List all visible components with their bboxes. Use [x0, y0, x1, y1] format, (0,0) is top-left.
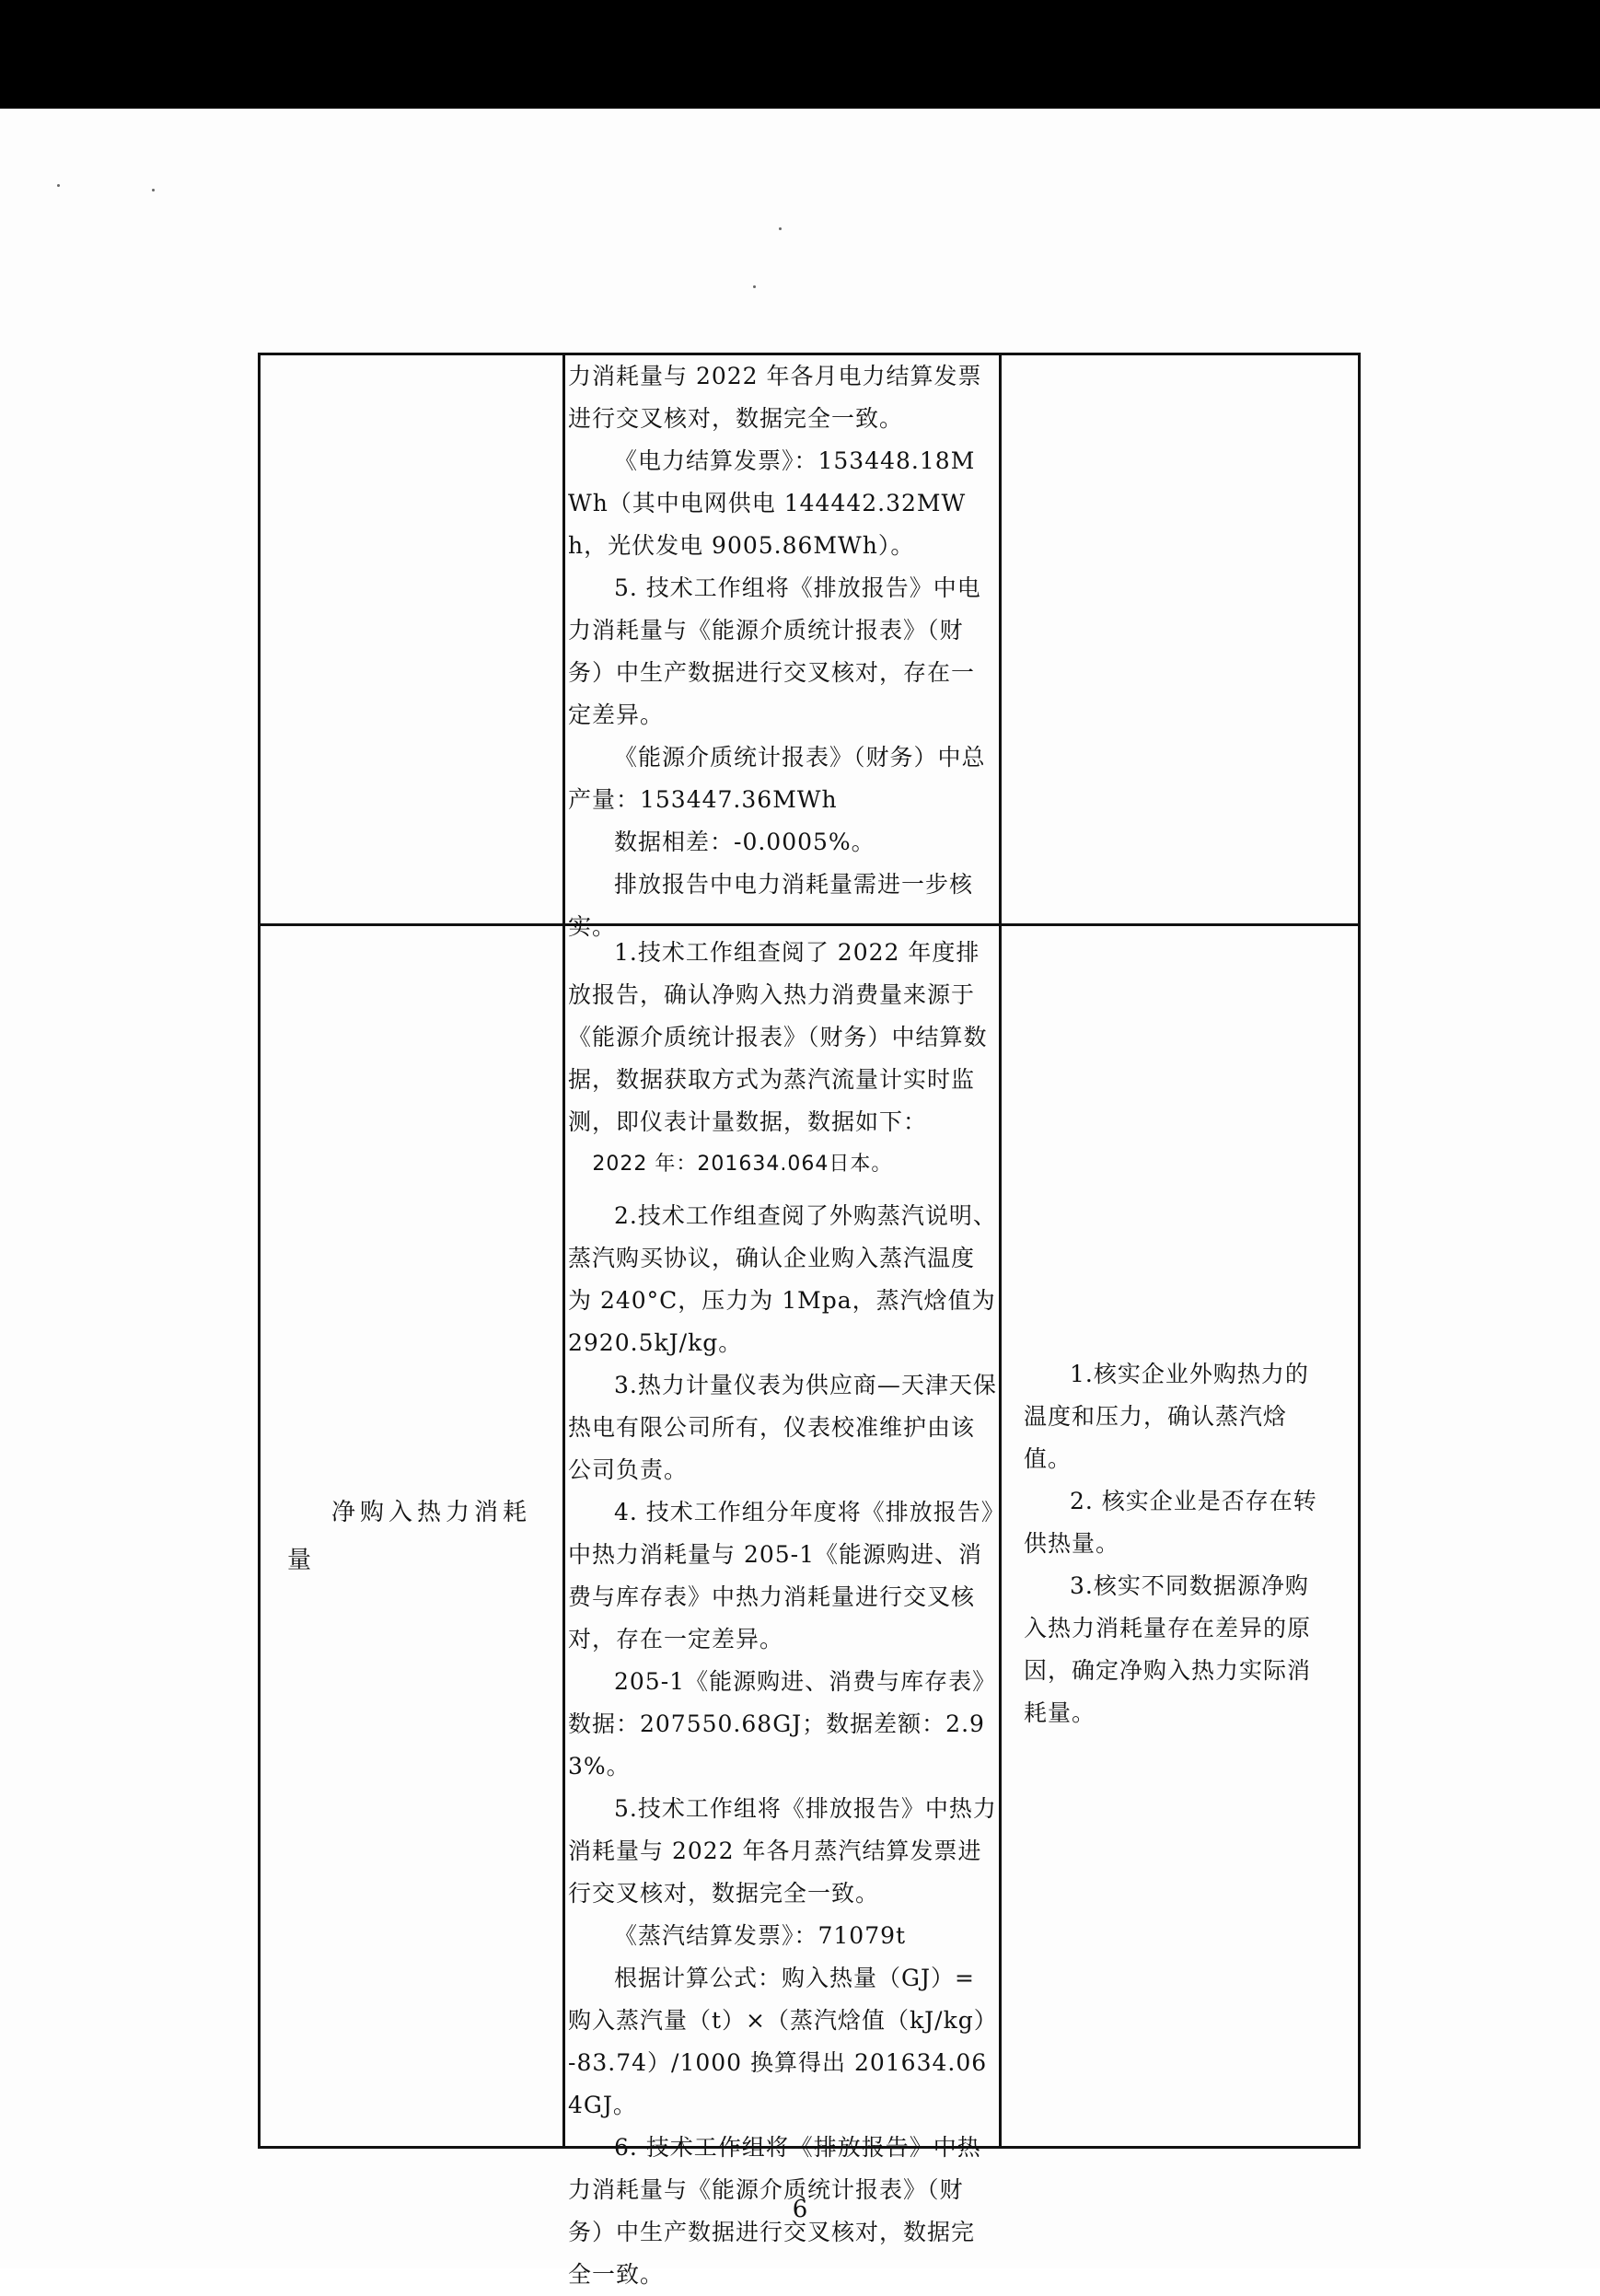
table-col-divider [562, 353, 565, 2149]
scan-speck [152, 189, 155, 191]
row1-paragraph: 《电力结算发票》：153448.18MWh（其中电网供电 144442.32MWh，光伏发电 9005.86MWh）。 [568, 447, 976, 559]
page-number: 6 [792, 2196, 808, 2223]
row1-paragraph: 排放报告中电力消耗量需进一步核实。 [568, 871, 974, 940]
row2-item-label-cont: 量 [287, 1547, 312, 1574]
scan-top-band [0, 0, 1600, 109]
row2-paragraph: 205-1《能源购进、消费与库存表》数据：207550.68GJ；数据差额：2.93%。 [568, 1668, 997, 1780]
row1-evidence-cell [568, 355, 997, 948]
row2-paragraph: 1.技术工作组查阅了 2022 年度排放报告，确认净购入热力消费量来源于《能源介质统计报表》（财务）中结算数据，数据获取方式为蒸汽流量计实时监测，即仪表计量数据，数据如下： [568, 939, 988, 1135]
row1-paragraph: 《能源介质统计报表》（财务）中总产量：153447.36MWh [568, 744, 986, 813]
row2-action: 1.核实企业外购热力的温度和压力，确认蒸汽焓值。 [1024, 1361, 1309, 1472]
row2-paragraph: 《蒸汽结算发票》：71079t [614, 1922, 907, 1949]
row2-paragraph: 6. 技术工作组将《排放报告》中热力消耗量与《能源介质统计报表》（财务）中生产数据进行交叉核对，数据完全一致。 [568, 2134, 981, 2288]
table-col-divider [999, 353, 1002, 2149]
row2-action: 2. 核实企业是否存在转供热量。 [1024, 1488, 1317, 1557]
scan-speck [57, 184, 60, 187]
row2-paragraph: 5.技术工作组将《排放报告》中热力消耗量与 2022 年各月蒸汽结算发票进行交叉核对，数据完全一致。 [568, 1795, 997, 1907]
row2-action-cell [1024, 1353, 1332, 1734]
row2-paragraph: 2022 年：201634.064日本。 [592, 1153, 893, 1176]
scan-speck [753, 285, 756, 288]
row2-paragraph: 4. 技术工作组分年度将《排放报告》中热力消耗量与 205-1《能源购进、消费与库存表》中热力消耗量进行交叉核对，存在一定差异。 [568, 1499, 994, 1652]
row2-paragraph: 2.技术工作组查阅了外购蒸汽说明、蒸汽购买协议，确认企业购入蒸汽温度为 240°C，压力为 1Mpa，蒸汽焓值为 2920.5kJ/kg。 [568, 1202, 997, 1356]
row2-paragraph: 根据计算公式：购入热量（GJ）=购入蒸汽量（t）×（蒸汽焓值（kJ/kg）-83.74）/1000 换算得出 201634.064GJ。 [568, 1965, 988, 2118]
row2-evidence-cell [568, 932, 997, 2296]
row2-paragraph: 3.热力计量仪表为供应商—天津天保热电有限公司所有，仪表校准维护由该公司负责。 [568, 1372, 997, 1483]
row1-paragraph: 数据相差：-0.0005%。 [614, 829, 875, 855]
row2-action: 3.核实不同数据源净购入热力消耗量存在差异的原因，确定净购入热力实际消耗量。 [1024, 1572, 1312, 1726]
scan-speck [779, 227, 782, 230]
row1-paragraph: 力消耗量与 2022 年各月电力结算发票进行交叉核对，数据完全一致。 [568, 363, 982, 432]
row1-paragraph: 5. 技术工作组将《排放报告》中电力消耗量与《能源介质统计报表》（财务）中生产数据进行交叉核对，存在一定差异。 [568, 574, 981, 728]
row2-item-label: 净购入热力消耗 [331, 1499, 532, 1526]
